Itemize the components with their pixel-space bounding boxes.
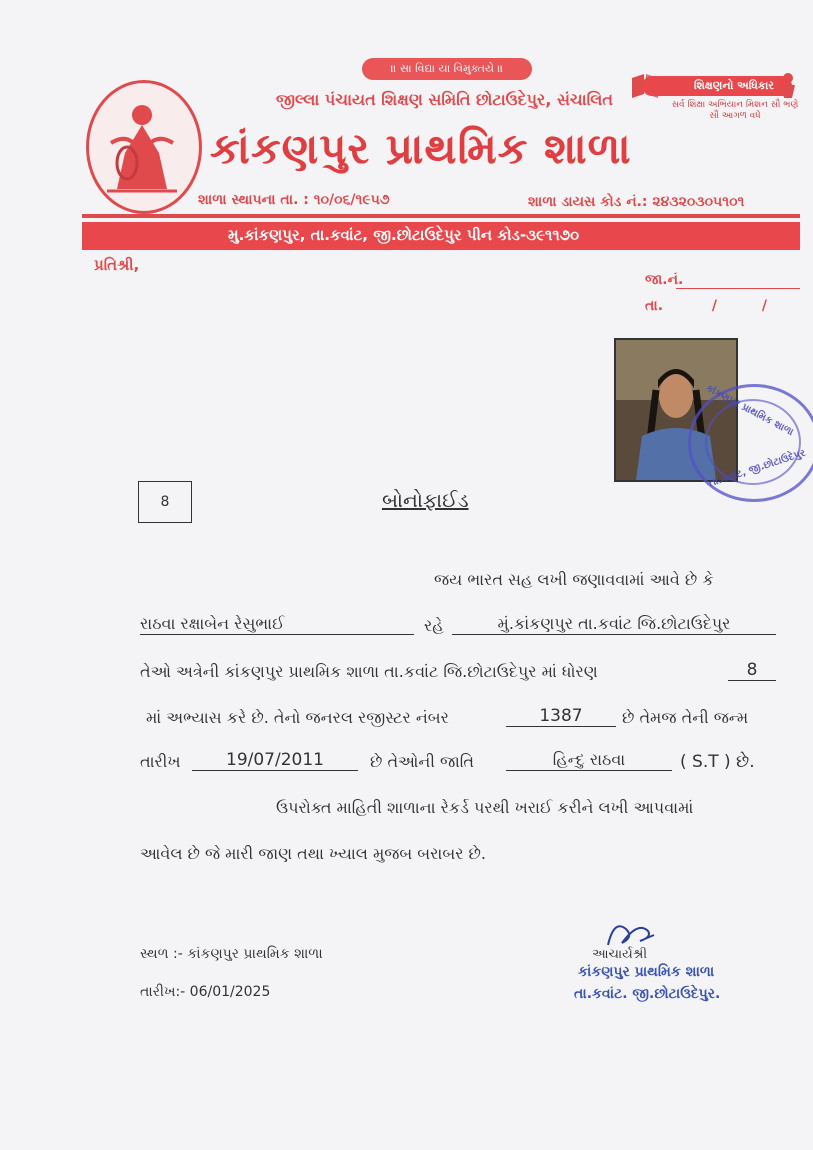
issue-date-line: તારીખ:- 06/01/2025 <box>140 984 271 1000</box>
caste-value: હિન્દુ રાઠવા <box>506 750 672 771</box>
certificate-line-4b: છે તેમજ તેની જન્મ <box>622 708 749 727</box>
dob-label: તારીખ <box>140 752 181 771</box>
stamp-line-2: તા.કવાંટ, જી.છોટાઉદેપુર <box>707 447 807 490</box>
category-value: ( S.T ) છે. <box>680 752 755 772</box>
child-icon <box>776 72 800 98</box>
place-line: સ્થળ :- કાંકણપુર પ્રાથમિક શાળા <box>140 946 323 962</box>
standard-value: 8 <box>728 660 776 681</box>
school-name: કાંકણપુર પ્રાથમિક શાળા <box>210 124 632 173</box>
principal-seal-line-1: કાંકણપુર પ્રાથમિક શાળા <box>578 964 715 980</box>
certificate-line-7: આવેલ છે જે મારી જાણ તથા ખ્યાલ મુજબ બરાબર છે. <box>140 844 487 863</box>
letter-date-label: તા. <box>645 298 664 314</box>
certificate-heading: બોનોફાઈડ <box>382 488 469 512</box>
establishment-date: શાળા સ્થાપના તા. : ૧૦/૦૬/૧૯૫૭ <box>198 192 390 208</box>
motto-banner: ॥ સા વિદ્યા યા વિમુક્તયે ॥ <box>362 58 532 80</box>
addressee-label: પ્રતિશ્રી, <box>94 256 140 274</box>
serial-number-box: 8 <box>138 481 192 523</box>
certificate-line-6: ઉપરોક્ત માહિતી શાળાના રેકર્ડ પરથી ખરાઈ કરીને લખી આપવામાં <box>276 798 694 817</box>
stamp-line-1: કાંકણપુર પ્રાથમિક શાળા <box>704 382 796 439</box>
managing-body: જીલ્લા પંચાયત શિક્ષણ સમિતિ છોટાઉદેપુર, સંચાલિત <box>276 90 613 109</box>
gr-number-value: 1387 <box>506 706 616 727</box>
date-slash: / <box>761 298 768 314</box>
rte-badge-subtitle: સર્વ શિક્ષા અભિયાન મિશન સૌ ભણે સૌ આગળ વધે <box>671 100 799 121</box>
student-residence: મું.કાંકણપુર તા.કવાંટ જિ.છોટાઉદેપુર <box>452 614 776 635</box>
saraswati-icon <box>97 93 187 199</box>
letter-date <box>645 298 767 314</box>
rte-badge <box>630 70 800 130</box>
principal-title: આચાર્યશ્રી <box>592 947 648 962</box>
date-of-birth-value: 19/07/2011 <box>192 750 358 771</box>
dise-code: શાળા ડાયસ કોડ નં.: ૨૪૩૨૦૩૦૫૧૦૧ <box>528 194 745 210</box>
certificate-line-4: માં અભ્યાસ કરે છે. તેનો જનરલ રજીસ્ટર નંબર <box>146 708 449 727</box>
rte-badge-title: શિક્ષણનો અધિકાર <box>642 76 792 96</box>
certificate-line-3: તેઓ અત્રેની કાંકણપુર પ્રાથમિક શાળા તા.કવાંટ જિ.છોટાઉદેપુર માં ધોરણ <box>140 662 598 681</box>
school-rubber-stamp <box>688 384 813 502</box>
outward-number-line <box>676 288 800 289</box>
date-slash: / <box>711 298 718 314</box>
intro-line: જય ભારત સહ લખી જણાવવામાં આવે છે કે <box>434 570 714 589</box>
header-divider <box>82 214 800 218</box>
caste-label: છે તેઓની જાતિ <box>370 752 474 771</box>
residence-label: રહે <box>424 616 444 635</box>
outward-number-label: જા.નં. <box>645 272 684 288</box>
principal-seal-line-2: તા.કવાંટ. જી.છોટાઉદેપુર. <box>574 986 721 1002</box>
student-name: રાઠવા રક્ષાબેન રેસુભાઈ <box>140 614 414 635</box>
school-address: મુ.કાંકણપુર, તા.કવાંટ, જી.છોટાઉદેપુર પીન કોડ-૩૯૧૧૭૦ <box>228 226 580 244</box>
saraswati-emblem <box>86 80 202 214</box>
